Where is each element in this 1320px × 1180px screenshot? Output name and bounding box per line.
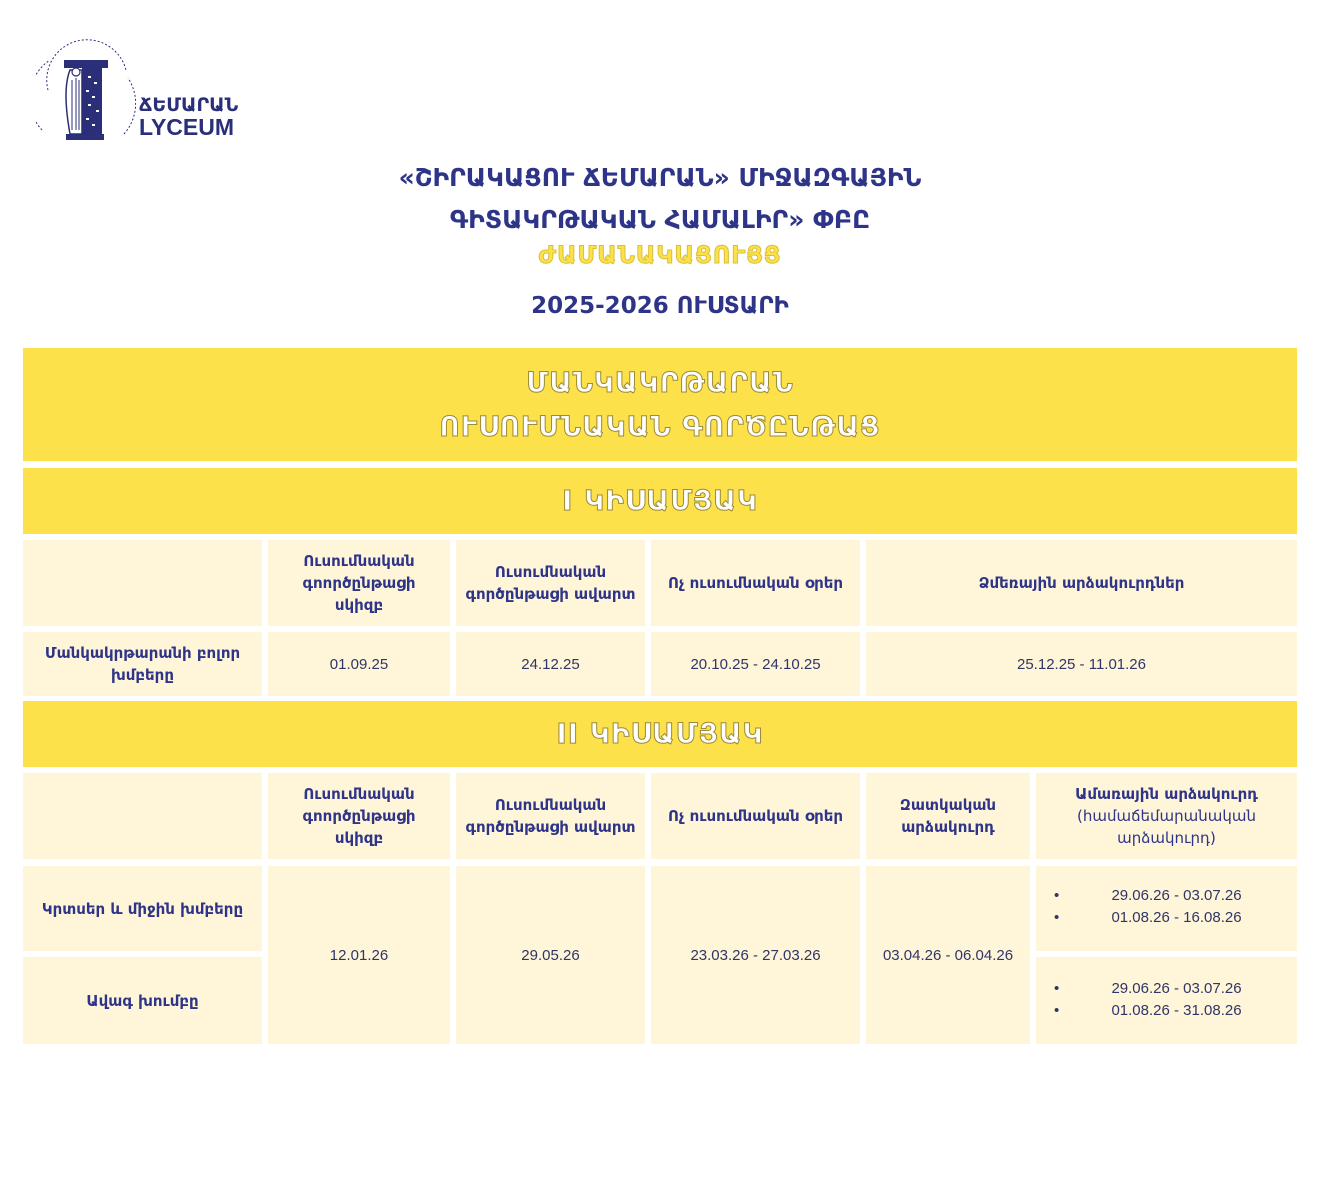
semester2-header-easter: Զատկական արձակուրդ [866, 773, 1030, 859]
semester1-header-winter: Ձմեռային արձակուրդներ [866, 540, 1297, 626]
column-caryatid-icon [36, 30, 136, 145]
schedule-title: ԺԱՄԱՆԱԿԱՑՈՒՅՑ [538, 241, 782, 269]
semester2-header-non-study: Ոչ ուսումնական օրեր [651, 773, 860, 859]
semester2-header-summer-subtitle: (համաճեմարանական արձակուրդ) [1076, 807, 1256, 847]
semester2-start: 12.01.26 [268, 866, 450, 1044]
main-banner [23, 348, 1297, 461]
semester1-banner [23, 468, 1297, 534]
semester2-row2-summer [1036, 957, 1297, 1044]
semester2-header-end: Ուսումնական գործընթացի ավարտ [456, 773, 645, 859]
organization-title-line2: ԳԻՏԱԿՐԹԱԿԱՆ ՀԱՄԱԼԻՐ» ՓԲԸ [449, 205, 871, 234]
logo-armenian-name: ՃԵՄԱՐԱՆ [139, 94, 239, 116]
semester1-row-end: 24.12.25 [456, 632, 645, 696]
summer-date-item: • 01.08.26 - 31.08.26 [1036, 1000, 1297, 1022]
semester2-easter: 03.04.26 - 06.04.26 [866, 866, 1030, 1044]
semester2-non-study: 23.03.26 - 27.03.26 [651, 866, 860, 1044]
semester2-header-empty [23, 773, 262, 859]
semester1-header-end: Ուսումնական գործընթացի ավարտ [456, 540, 645, 626]
semester1-title: I ԿԻՍԱՄՅԱԿ [562, 484, 758, 517]
semester2-header-summer [1036, 773, 1297, 859]
semester1-header-non-study: Ոչ ուսումնական օրեր [651, 540, 860, 626]
summer-dates-list [1036, 885, 1297, 929]
summer-date-item: • 29.06.26 - 03.07.26 [1036, 978, 1297, 1000]
logo-latin-name: LYCEUM [139, 114, 234, 140]
lyceum-logo [36, 30, 256, 145]
semester2-header-start: Ուսումնական գոործընթացի սկիզբ [268, 773, 450, 859]
organization-title-line1: «ՇԻՐԱԿԱՑՈՒ ՃԵՄԱՐԱՆ» ՄԻՋԱԶԳԱՅԻՆ [398, 163, 922, 192]
semester2-end: 29.05.26 [456, 866, 645, 1044]
semester2-title: II ԿԻՍԱՄՅԱԿ [556, 717, 764, 750]
semester2-banner [23, 701, 1297, 767]
semester1-header-start: Ուսումնական գոործընթացի սկիզբ [268, 540, 450, 626]
summer-date-item: • 29.06.26 - 03.07.26 [1036, 885, 1297, 907]
semester1-header-empty [23, 540, 262, 626]
summer-dates-list [1036, 978, 1297, 1022]
semester1-row-winter: 25.12.25 - 11.01.26 [866, 632, 1297, 696]
semester2-header-summer-title: Ամառային արձակուրդ [1075, 785, 1258, 803]
academic-year: 2025-2026 ՈՒՍՏԱՐԻ [531, 293, 789, 319]
semester1-row-non-study: 20.10.25 - 24.10.25 [651, 632, 860, 696]
summer-date-item: • 01.08.26 - 16.08.26 [1036, 907, 1297, 929]
main-banner-line2: ՈՒՍՈՒՄՆԱԿԱՆ ԳՈՐԾԸՆԹԱՑ [439, 409, 881, 443]
semester2-row2-group: Ավագ խումբը [23, 957, 262, 1044]
main-banner-line1: ՄԱՆԿԱԿՐԹԱՐԱՆ [526, 365, 794, 399]
semester1-row-start: 01.09.25 [268, 632, 450, 696]
semester2-row1-summer [1036, 866, 1297, 951]
organization-title [0, 157, 1320, 241]
semester2-row1-group: Կրտսեր և միջին խմբերը [23, 866, 262, 951]
semester1-row-group: Մանկակրթարանի բոլոր խմբերը [23, 632, 262, 696]
